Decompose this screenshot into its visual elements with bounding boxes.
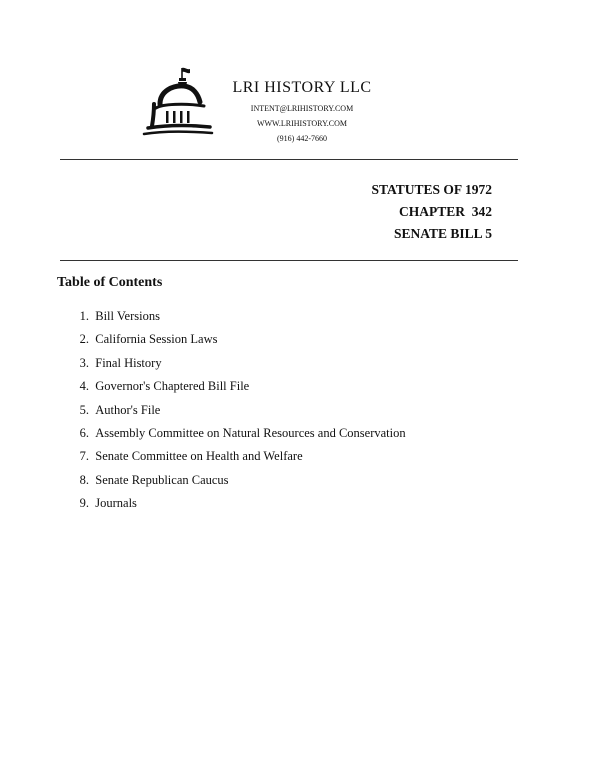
toc-item: 8. Senate Republican Caucus bbox=[79, 472, 229, 487]
toc-item: 6. Assembly Committee on Natural Resources and Conservation bbox=[79, 425, 406, 440]
toc-list bbox=[70, 305, 406, 516]
capitol-dome-icon bbox=[140, 64, 216, 140]
company-header bbox=[222, 78, 382, 146]
toc-title: Table of Contents bbox=[57, 275, 163, 290]
statute-bill: SENATE BILL 5 bbox=[393, 226, 492, 241]
top-divider bbox=[60, 159, 518, 160]
company-name: LRI HISTORY LLC bbox=[232, 79, 372, 96]
toc-item: 4. Governor's Chaptered Bill File bbox=[79, 379, 250, 394]
company-email: INTENT@LRIHISTORY.COM bbox=[250, 104, 354, 113]
statute-chapter: CHAPTER 342 bbox=[398, 204, 492, 219]
statute-year: STATUTES OF 1972 bbox=[371, 182, 492, 197]
toc-item: 7. Senate Committee on Health and Welfare bbox=[79, 449, 303, 464]
toc-item: 9. Journals bbox=[79, 496, 137, 511]
toc-item: 1. Bill Versions bbox=[79, 309, 160, 323]
toc-item: 2. California Session Laws bbox=[79, 332, 218, 347]
bottom-divider bbox=[60, 260, 518, 261]
toc-item: 3. Final History bbox=[79, 355, 162, 370]
toc-item: 5. Author's File bbox=[79, 402, 161, 417]
company-website: WWW.LRIHISTORY.COM bbox=[256, 119, 348, 128]
statute-block bbox=[371, 179, 492, 245]
company-phone: (916) 442-7660 bbox=[277, 134, 327, 143]
